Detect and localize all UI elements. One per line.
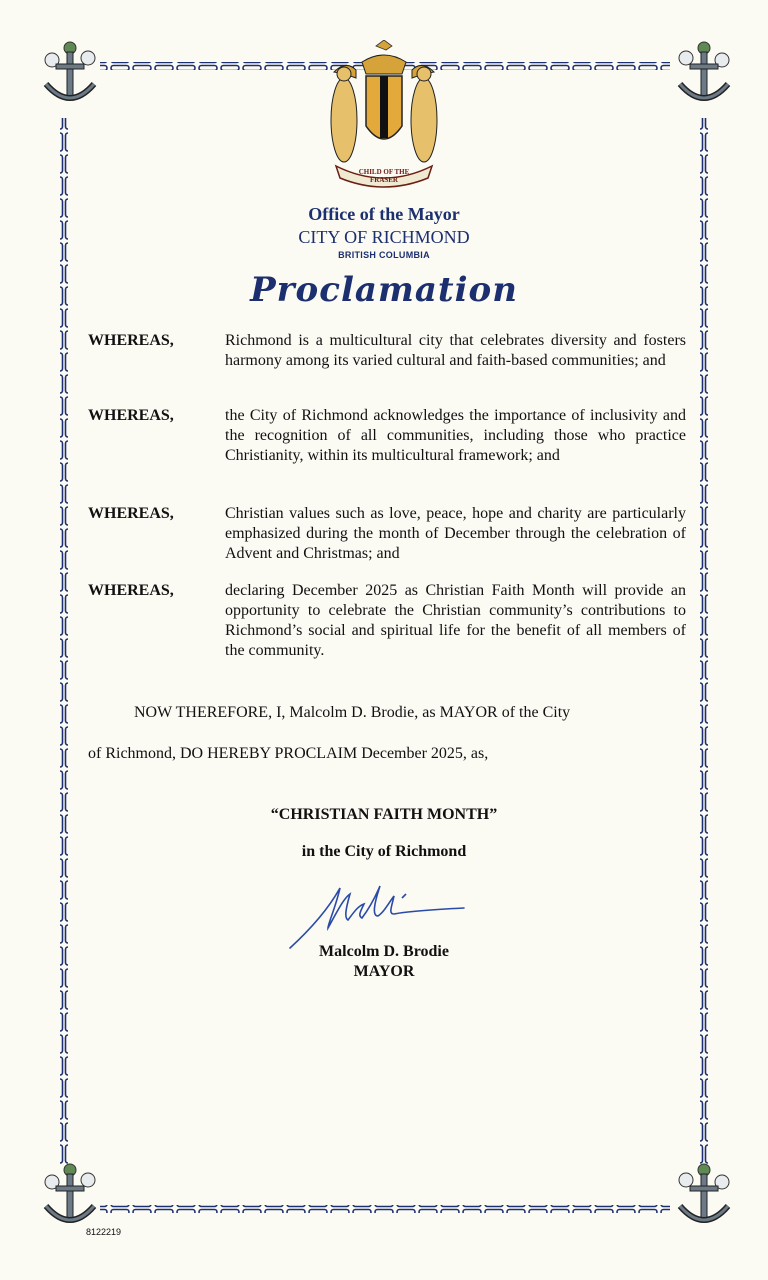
clause-label: WHEREAS, — [88, 332, 174, 349]
proclaimed-name: “CHRISTIAN FAITH MONTH” — [270, 806, 498, 823]
anchor-ornament-icon — [666, 1160, 742, 1236]
proclamation-line-1: NOW THEREFORE, I, Malcolm D. Brodie, as MAYOR of the City — [134, 704, 571, 721]
signatory-name: Malcolm D. Brodie — [319, 943, 449, 960]
clause-label: WHEREAS, — [88, 582, 174, 599]
proclamation-line-2: of Richmond, DO HEREBY PROCLAIM December 2025, as, — [88, 745, 489, 762]
city-heading: CITY OF RICHMOND — [298, 227, 470, 247]
anchor-ornament-icon — [32, 38, 108, 114]
document-id: 8122219 — [86, 1227, 122, 1237]
whereas-clause — [88, 581, 686, 661]
whereas-clause — [88, 406, 686, 466]
clause-text: Richmond is a multicultural city that celebrates diversity and fosters harmony among its varied cultural and faith-based communities; and — [225, 332, 686, 369]
clause-label: WHEREAS, — [88, 407, 174, 424]
anchor-ornament-icon — [32, 1160, 108, 1236]
office-heading: Office of the Mayor — [308, 204, 460, 224]
whereas-clause — [88, 504, 686, 564]
clause-label: WHEREAS, — [88, 505, 174, 522]
clause-text: Christian values such as love, peace, hope and charity are particularly emphasized during the month of December through the celebration of Advent and Christmas; and — [225, 505, 686, 562]
clause-text: the City of Richmond acknowledges the importance of inclusivity and the recognition of all communities, including those who practice Christianity, within its multicultural framework; and — [225, 407, 686, 464]
page-title: Proclamation — [250, 270, 518, 310]
whereas-clause — [88, 331, 686, 371]
signatory-title: MAYOR — [353, 963, 415, 980]
proclaimed-place: in the City of Richmond — [301, 843, 467, 860]
crest-motto: CHILD OF THE FRASER — [358, 168, 410, 184]
anchor-ornament-icon — [666, 38, 742, 114]
province-heading: BRITISH COLUMBIA — [338, 250, 430, 260]
clause-text: declaring December 2025 as Christian Faith Month will provide an opportunity to celebrate the Christian community’s contributions to Richmond’s social and spiritual life for the benefit of all members of the community. — [225, 582, 686, 659]
